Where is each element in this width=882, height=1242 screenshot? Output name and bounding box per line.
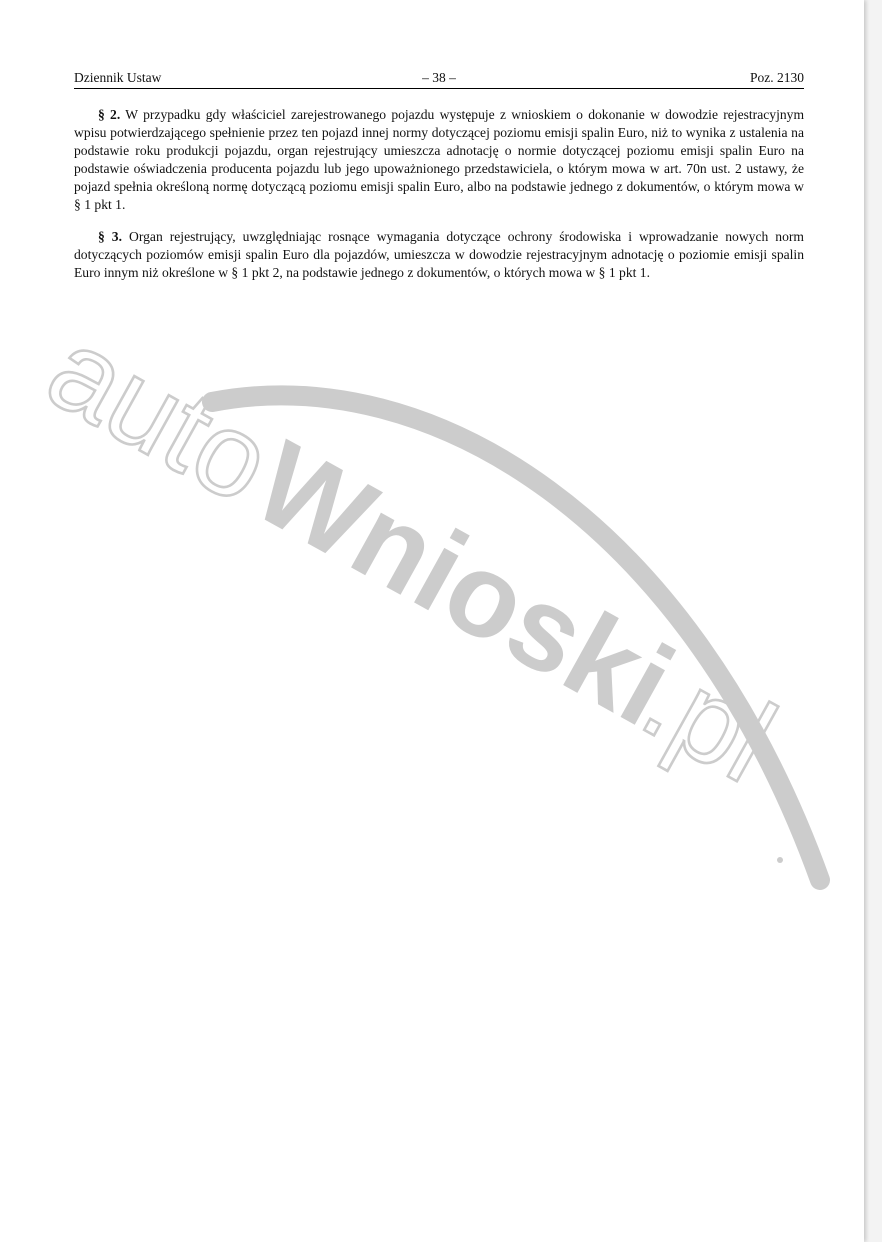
watermark-brand: Wnioski [233,416,694,752]
position-number: Poz. 2130 [750,70,804,85]
section-marker: § 2. [98,107,121,122]
watermark-logo [27,302,795,808]
watermark-prefix: auto [27,302,293,530]
watermark-dot [777,857,783,863]
page-number: – 38 – [422,70,456,85]
journal-title: Dziennik Ustaw [74,70,162,85]
paragraph-text: Organ rejestrujący, uwzględniając rosnące wymagania dotyczące ochrony środowiska i wprowadzanie nowych norm dotyczących poziomów emisji spalin Euro dla pojazdów, umieszcza w dowodzie rejestracyjnym adnotację o poziomie emisji spalin Euro innym niż określone w § 1 pkt 2, na podstawie jednego z dokumentów, o których mowa w § 1 pkt 1. [74,229,804,280]
watermark-suffix: .pl [622,631,796,808]
paragraph-text: W przypadku gdy właściciel zarejestrowanego pojazdu występuje z wnioskiem o dokonanie w dowodzie rejestracyjnym wpisu potwierdzającego spełnienie przez ten pojazd innej normy dotyczącej poziomu emisji spalin Euro, niż to wynika z ustalenia na podstawie roku produkcji pojazdu, organ rejestrujący umieszcza adnotację o normie dotyczącej poziomu emisji spalin Euro na podstawie oświadczenia producenta pojazdu lub jego upoważnionego przedstawiciela, o którym mowa w art. 70n ust. 2 ustawy, że pojazd spełnia określoną normę dotyczącą poziomu emisji spalin Euro, albo na podstawie jednego z dokumentów, o którym mowa w § 1 pkt 1. [74,107,805,212]
section-marker: § 3. [98,229,122,244]
